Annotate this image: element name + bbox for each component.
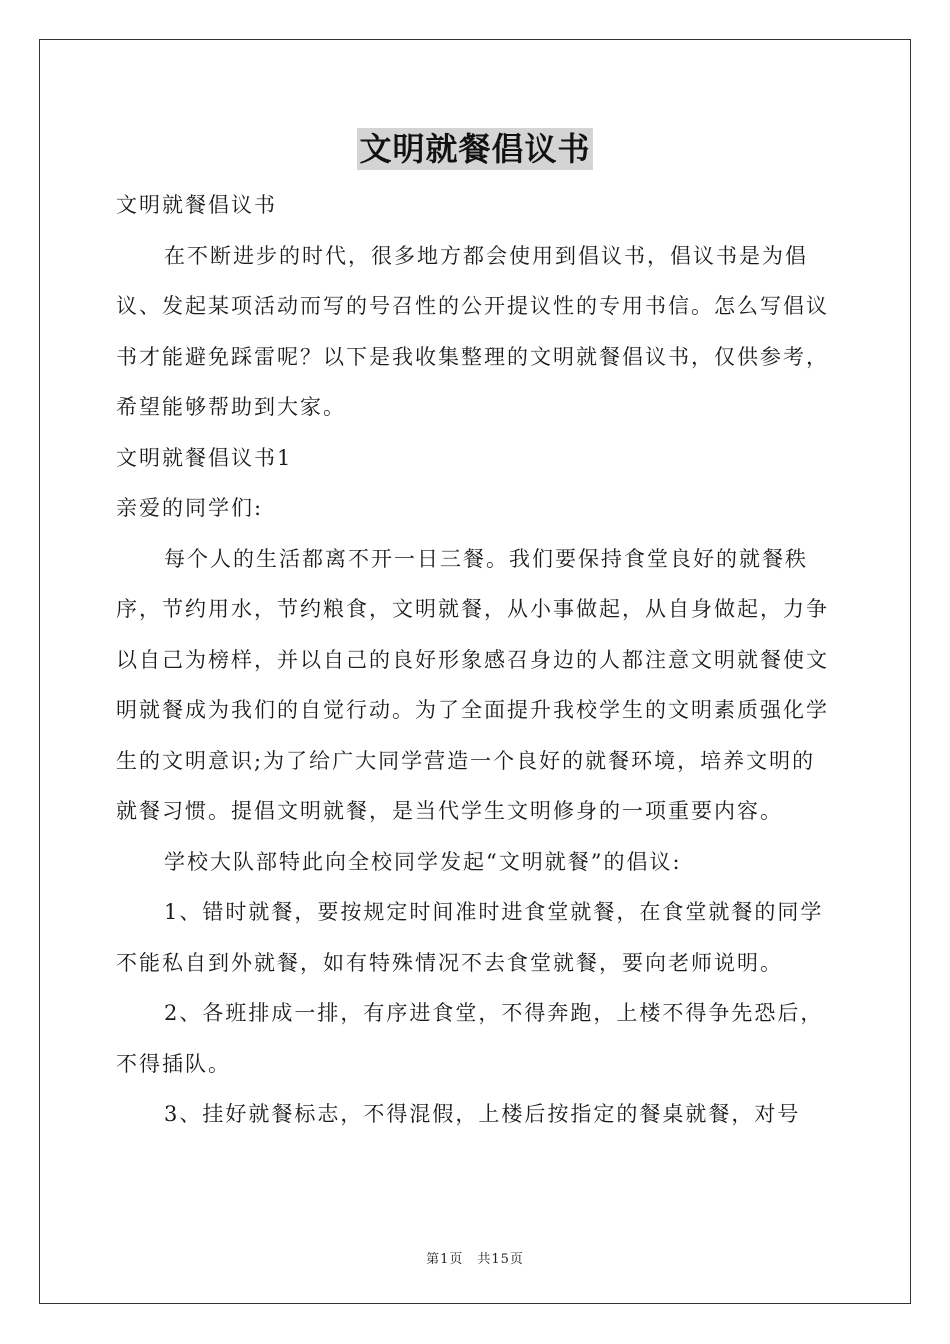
- paragraph: 2、各班排成一排，有序进食堂，不得奔跑，上楼不得争先恐后，不得插队。: [116, 1001, 824, 1076]
- title-wrap: [0, 128, 950, 170]
- document-body: [116, 180, 836, 1140]
- paragraph: 学校大队部特此向全校同学发起“文明就餐”的倡议:: [164, 849, 682, 874]
- paragraph: 在不断进步的时代，很多地方都会使用到倡议书，倡议书是为倡议、发起某项活动而写的号召性的公开提议性的专用书信。怎么写倡议书才能避免踩雷呢？以下是我收集整理的文明就餐倡议书，仅供参考，希望能够帮助到大家。: [116, 243, 829, 419]
- paragraph: 1、错时就餐，要按规定时间准时进食堂就餐，在食堂就餐的同学不能私自到外就餐，如有特殊情况不去食堂就餐，要向老师说明。: [116, 900, 824, 975]
- paragraph: 每个人的生活都离不开一日三餐。我们要保持食堂良好的就餐秩序，节约用水，节约粮食，文明就餐，从小事做起，从自身做起，力争以自己为榜样，并以自己的良好形象感召身边的人都注意文明就餐使文明就餐成为我们的自觉行动。为了全面提升我校学生的文明素质强化学生的文明意识;为了给广大同学营造一个良好的就餐环境，培养文明的就餐习惯。提倡文明就餐，是当代学生文明修身的一项重要内容。: [116, 546, 829, 823]
- paragraph: 文明就餐倡议书1: [116, 445, 293, 470]
- page-total: 共15页: [477, 1252, 524, 1267]
- page-number: 第1页: [426, 1252, 464, 1267]
- paragraph: 亲爱的同学们:: [116, 496, 264, 520]
- page-footer: [0, 1248, 950, 1267]
- paragraph: 文明就餐倡议书: [116, 193, 277, 217]
- document-title: 文明就餐倡议书: [359, 130, 591, 168]
- paragraph: 3、挂好就餐标志，不得混假，上楼后按指定的餐桌就餐，对号: [164, 1102, 801, 1126]
